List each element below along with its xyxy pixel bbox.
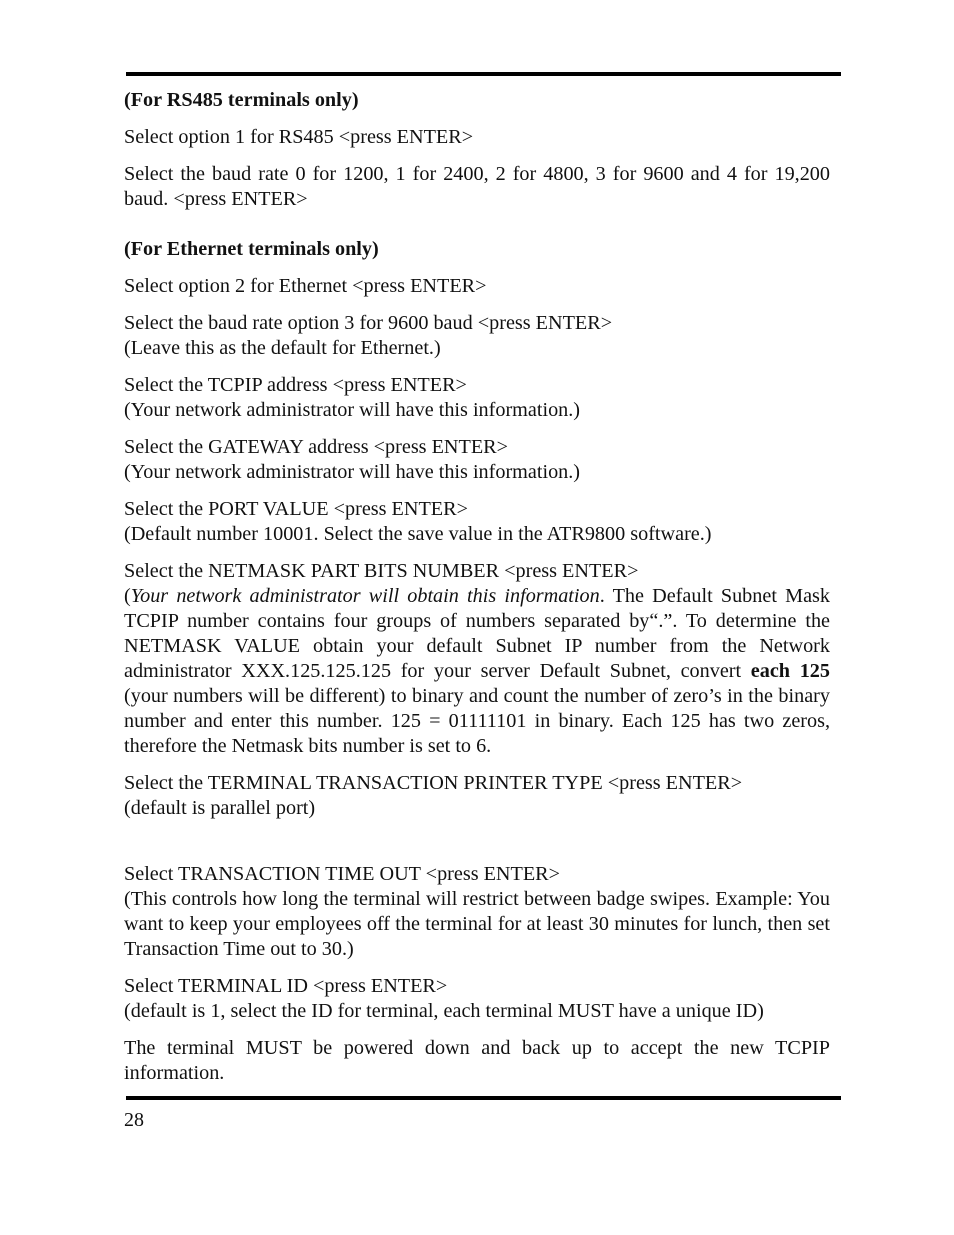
step-line: Select the baud rate option 3 for 9600 baud <press ENTER> — [124, 312, 613, 334]
footer-rule — [126, 1096, 841, 1100]
gateway-address-step — [124, 435, 830, 485]
rs485-option-step: Select option 1 for RS485 <press ENTER> — [124, 126, 474, 148]
ethernet-heading: (For Ethernet terminals only) — [124, 238, 379, 260]
netmask-text-b: (your numbers will be different) to binary and count the number of zero’s in the binary number and enter this number. 125 = 01111101 in binary. Each 125 has two zeros, therefore the Netmask bits number is set to 6. — [124, 685, 830, 757]
ethernet-option-step — [124, 274, 830, 299]
netmask-bold: each 125 — [750, 660, 830, 682]
step-note: (default is 1, select the ID for terminal, each terminal MUST have a unique ID) — [124, 1000, 764, 1022]
step-note: (default is parallel port) — [124, 797, 316, 819]
port-value-step — [124, 497, 830, 547]
step-line: Select the TCPIP address <press ENTER> — [124, 374, 467, 396]
step-line: Select the PORT VALUE <press ENTER> — [124, 498, 468, 520]
netmask-explanation — [124, 584, 830, 759]
power-cycle-note: The terminal MUST be powered down and back up to accept the new TCPIP information. — [124, 1037, 830, 1084]
step-note: (Default number 10001. Select the save value in the ATR9800 software.) — [124, 523, 712, 545]
netmask-italic: Your network administrator will obtain this information — [130, 585, 600, 607]
step-line: Select option 2 for Ethernet <press ENTER> — [124, 275, 487, 297]
step-line: Select TRANSACTION TIME OUT <press ENTER> — [124, 863, 561, 885]
rs485-baud-step: Select the baud rate 0 for 1200, 1 for 2400, 2 for 4800, 3 for 9600 and 4 for 19,200 baud. <press ENTER> — [124, 163, 830, 210]
timeout-step — [124, 862, 830, 962]
netmask-step — [124, 559, 830, 759]
terminal-id-step — [124, 974, 830, 1024]
step-line: Select TERMINAL ID <press ENTER> — [124, 975, 448, 997]
rs485-heading: (For RS485 terminals only) — [124, 89, 359, 111]
tcpip-address-step — [124, 373, 830, 423]
open-paren: ( — [124, 585, 131, 607]
step-line: Select the TERMINAL TRANSACTION PRINTER TYPE <press ENTER> — [124, 772, 743, 794]
printer-type-step — [124, 771, 830, 821]
header-rule — [126, 72, 841, 76]
step-line: Select the NETMASK PART BITS NUMBER <press ENTER> — [124, 560, 639, 582]
page-body — [124, 88, 830, 1098]
ethernet-baud-step — [124, 311, 830, 361]
step-line: Select the GATEWAY address <press ENTER> — [124, 436, 509, 458]
page-number: 28 — [124, 1109, 144, 1131]
netmask-text-a: . The Default Subnet Mask TCPIP number contains four groups of numbers separated by“.”. To determine the NETMASK VALUE obtain your default Subnet IP number from the Network administrator XXX.125.125.125 for your server Default Subnet, convert — [124, 585, 830, 682]
step-note: (This controls how long the terminal will restrict between badge swipes. Example: You want to keep your employees off the terminal for at least 30 minutes for lunch, then set Transaction Time out to 30.) — [124, 888, 830, 960]
step-note: (Leave this as the default for Ethernet.) — [124, 337, 441, 359]
step-note: (Your network administrator will have this information.) — [124, 399, 581, 421]
step-note: (Your network administrator will have this information.) — [124, 461, 581, 483]
